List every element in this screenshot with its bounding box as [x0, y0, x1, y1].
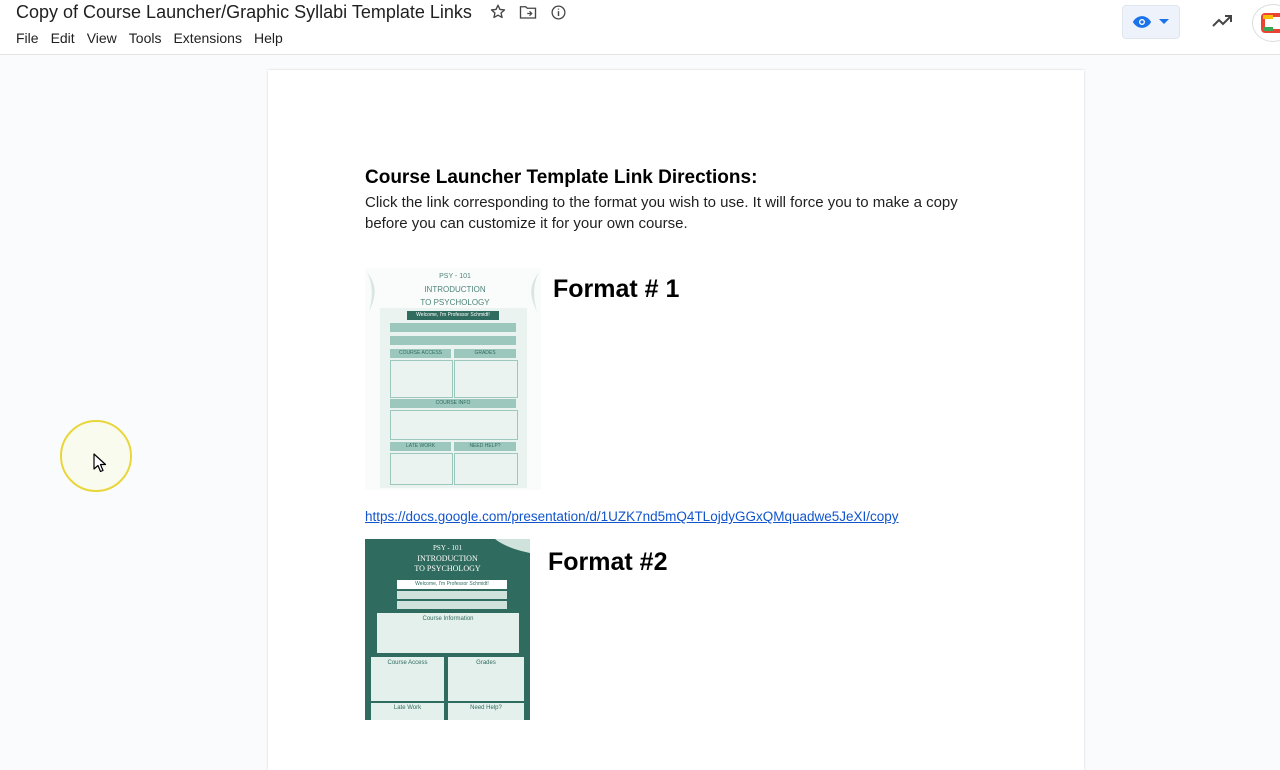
viewing-mode-button[interactable] — [1122, 5, 1180, 39]
menu-extensions[interactable]: Extensions — [173, 30, 242, 46]
thumb1-need-help: NEED HELP? — [454, 442, 516, 451]
format-1-title: Format # 1 — [553, 275, 680, 303]
thumb2-late-work: Late Work — [393, 705, 422, 711]
menu-tools[interactable]: Tools — [128, 30, 162, 46]
format-2-title: Format #2 — [548, 548, 668, 576]
thumb1-late-box — [390, 453, 453, 485]
thumb1-line3: TO PSYCHOLOGY — [420, 298, 490, 307]
thumb1-contact-row — [390, 323, 516, 332]
thumb2-line2: INTRODUCTION — [417, 554, 478, 563]
format-2-thumbnail[interactable] — [365, 539, 530, 720]
thumb2-need-help: Need Help? — [470, 705, 502, 711]
info-icon[interactable] — [548, 3, 568, 21]
thumb1-grades-box — [454, 360, 518, 398]
star-icon[interactable] — [488, 3, 508, 21]
docs-header — [0, 0, 1280, 55]
meet-icon[interactable] — [1252, 4, 1280, 42]
thumb1-help-box — [454, 453, 518, 485]
menu-edit[interactable]: Edit — [50, 30, 75, 46]
thumb1-course-info: COURSE INFO — [390, 399, 516, 408]
format-1-link[interactable]: https://docs.google.com/presentation/d/1UZK7nd5mQ4TLojdyGGxQMquadwe5JeXI/copy — [365, 509, 899, 524]
format-1-thumbnail[interactable] — [365, 268, 541, 490]
thumb1-info-box — [390, 410, 518, 440]
thumb2-course-info: Course Information — [422, 616, 474, 622]
thumb2-contact-row — [397, 591, 507, 599]
directions-text: Click the link corresponding to the format you wish to use. It will force you to make a copy before you can customize it for your own course. — [365, 194, 958, 232]
thumb1-line2: INTRODUCTION — [424, 285, 486, 294]
thumb2-zoom-row — [397, 601, 507, 609]
thumb1-grades: GRADES — [454, 349, 516, 358]
thumb1-access-box — [390, 360, 453, 398]
document-title[interactable]: Copy of Course Launcher/Graphic Syllabi Template Links — [16, 2, 472, 22]
menu-file[interactable]: File — [16, 30, 39, 46]
thumb2-line3: TO PSYCHOLOGY — [414, 564, 481, 573]
thumb2-banner: Welcome, I'm Professor Schmidt! — [397, 580, 507, 589]
directions-heading: Course Launcher Template Link Directions: — [365, 167, 758, 188]
thumb1-banner: Welcome, I'm Professor Schmidt! — [407, 311, 499, 320]
eye-icon — [1132, 15, 1152, 29]
thumb1-late-work: LATE WORK — [390, 442, 451, 451]
menu-bar — [10, 30, 289, 46]
thumb2-grades: Grades — [476, 660, 496, 666]
menu-view[interactable]: View — [86, 30, 117, 46]
move-to-folder-icon[interactable] — [518, 3, 538, 21]
thumb2-line1: PSY - 101 — [433, 544, 462, 552]
trending-icon[interactable] — [1210, 9, 1234, 33]
thumb1-zoom-row — [390, 336, 516, 345]
thumb1-line1: PSY - 101 — [439, 273, 471, 280]
thumb1-course-access: COURSE ACCESS — [390, 349, 451, 358]
mouse-cursor-icon — [93, 453, 107, 473]
thumb2-course-access: Course Access — [387, 660, 428, 666]
menu-help[interactable]: Help — [253, 30, 283, 46]
chevron-down-icon — [1158, 18, 1170, 26]
